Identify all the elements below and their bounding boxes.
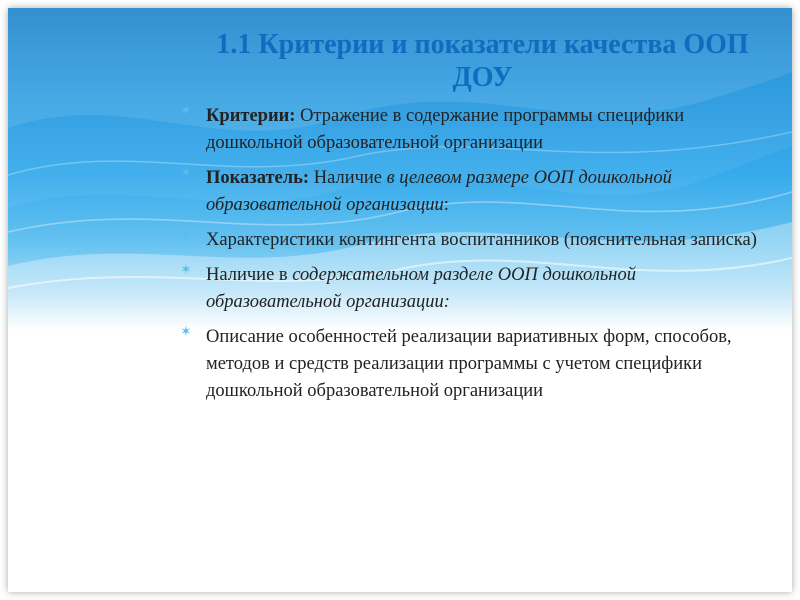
- bullet-italic-text: в целевом размере ООП дошкольной образовательной организации: [206, 168, 672, 215]
- slide-title: [200, 28, 765, 94]
- bullet-item-description: [180, 324, 765, 405]
- bullet-italic-text: содержательном разделе ООП дошкольной образовательной организации:: [206, 265, 636, 312]
- bullet-bold-text: Показатель:: [206, 168, 310, 188]
- bullet-list: [180, 103, 765, 413]
- bullet-text: [206, 168, 672, 215]
- slide-content: [8, 8, 792, 592]
- bullet-item-content-section: [180, 262, 765, 316]
- bullet-tail-text: :: [443, 195, 449, 215]
- bullet-item-criteria: [180, 103, 765, 157]
- bullet-bold-text: Критерии:: [206, 106, 296, 126]
- star-bullet-icon: ✶: [180, 104, 192, 119]
- bullet-plain-text: Наличие в: [206, 265, 293, 285]
- bullet-text: Описание особенностей реализации вариативных форм, способов, методов и средств реализации программы с учетом специфики дошкольной образовательной организации: [206, 327, 732, 401]
- title-line-1: 1.1 Критерии и показатели качества ООП: [216, 29, 749, 60]
- star-bullet-icon: ✶: [180, 263, 192, 278]
- bullet-item-contingent: [180, 227, 765, 254]
- bullet-plain-text: Наличие: [309, 168, 387, 188]
- bullet-text: [206, 106, 684, 153]
- title-line-2: ДОУ: [452, 62, 513, 93]
- star-bullet-icon: ✶: [180, 325, 192, 340]
- star-bullet-icon: ✶: [180, 228, 192, 243]
- bullet-text: [206, 265, 636, 312]
- bullet-text: Характеристики контингента воспитанников (пояснительная записка): [206, 230, 757, 250]
- slide-frame: [8, 8, 792, 592]
- bullet-item-indicator: [180, 165, 765, 219]
- bullet-plain-text: Отражение в содержание программы специфики дошкольной образовательной организации: [206, 106, 685, 153]
- star-bullet-icon: ✶: [180, 166, 192, 181]
